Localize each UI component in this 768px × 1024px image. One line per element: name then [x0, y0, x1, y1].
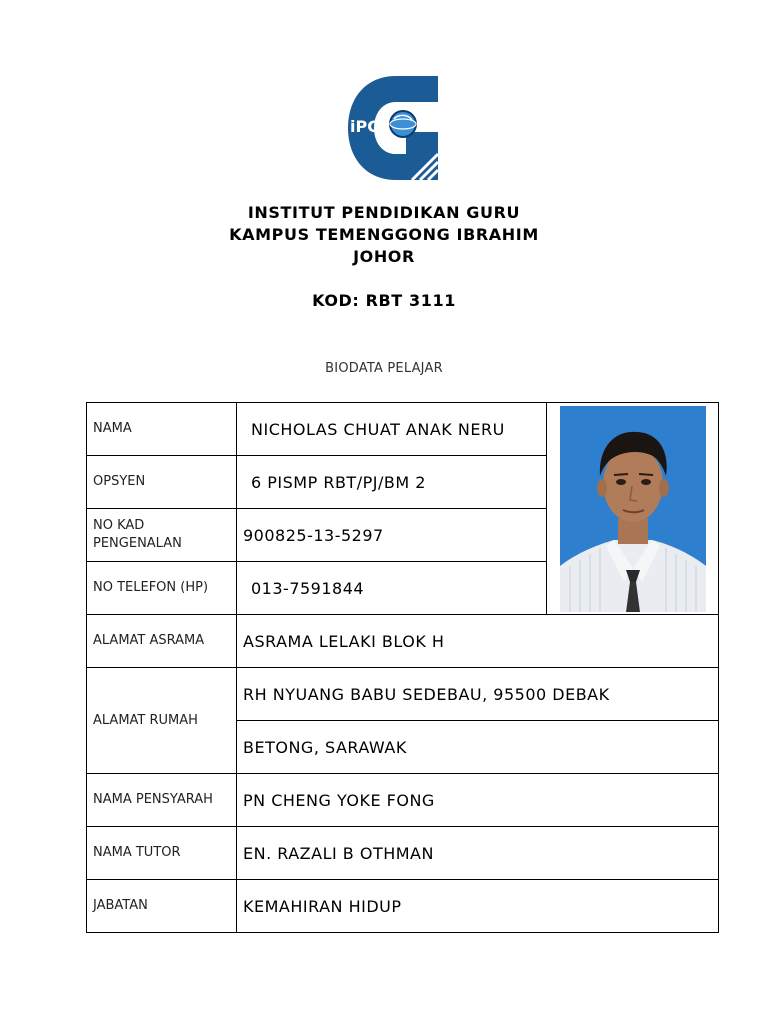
value-alamat-rumah-line1: RH NYUANG BABU SEDEBAU, 95500 DEBAK	[237, 668, 719, 721]
value-nama-pensyarah: PN CHENG YOKE FONG	[237, 774, 719, 827]
row-nama-tutor	[87, 827, 719, 880]
value-jabatan: KEMAHIRAN HIDUP	[237, 880, 719, 933]
value-no-telefon: 013-7591844	[237, 562, 547, 615]
label-no-kad: NO KAD PENGENALAN	[87, 509, 237, 562]
label-alamat-asrama: ALAMAT ASRAMA	[87, 615, 237, 668]
label-nama-pensyarah: NAMA PENSYARAH	[87, 774, 237, 827]
row-nama-pensyarah	[87, 774, 719, 827]
value-nama: NICHOLAS CHUAT ANAK NERU	[237, 403, 547, 456]
label-opsyen: OPSYEN	[87, 456, 237, 509]
logo-text: iPG	[350, 117, 381, 136]
label-nama-tutor: NAMA TUTOR	[87, 827, 237, 880]
value-no-kad: 900825-13-5297	[237, 509, 547, 562]
row-nama	[87, 403, 719, 456]
ipg-logo	[346, 74, 440, 182]
student-photo	[560, 406, 706, 612]
row-alamat-rumah-1	[87, 668, 719, 721]
document-subtitle: BIODATA PELAJAR	[325, 361, 443, 376]
institution-name-line1: INSTITUT PENDIDIKAN GURU	[247, 203, 521, 222]
institution-name-line3: JOHOR	[353, 247, 415, 266]
value-alamat-rumah-line2: BETONG, SARAWAK	[237, 721, 719, 774]
row-alamat-asrama	[87, 615, 719, 668]
photo-cell	[547, 403, 719, 615]
label-nama: NAMA	[87, 403, 237, 456]
institution-name-line2: KAMPUS TEMENGGONG IBRAHIM	[229, 225, 539, 244]
value-alamat-asrama: ASRAMA LELAKI BLOK H	[237, 615, 719, 668]
label-no-telefon: NO TELEFON (HP)	[87, 562, 237, 615]
row-jabatan	[87, 880, 719, 933]
biodata-table	[86, 402, 719, 933]
course-code: KOD: RBT 3111	[312, 291, 456, 310]
label-alamat-rumah: ALAMAT RUMAH	[87, 668, 237, 774]
value-opsyen: 6 PISMP RBT/PJ/BM 2	[237, 456, 547, 509]
label-jabatan: JABATAN	[87, 880, 237, 933]
value-nama-tutor: EN. RAZALI B OTHMAN	[237, 827, 719, 880]
